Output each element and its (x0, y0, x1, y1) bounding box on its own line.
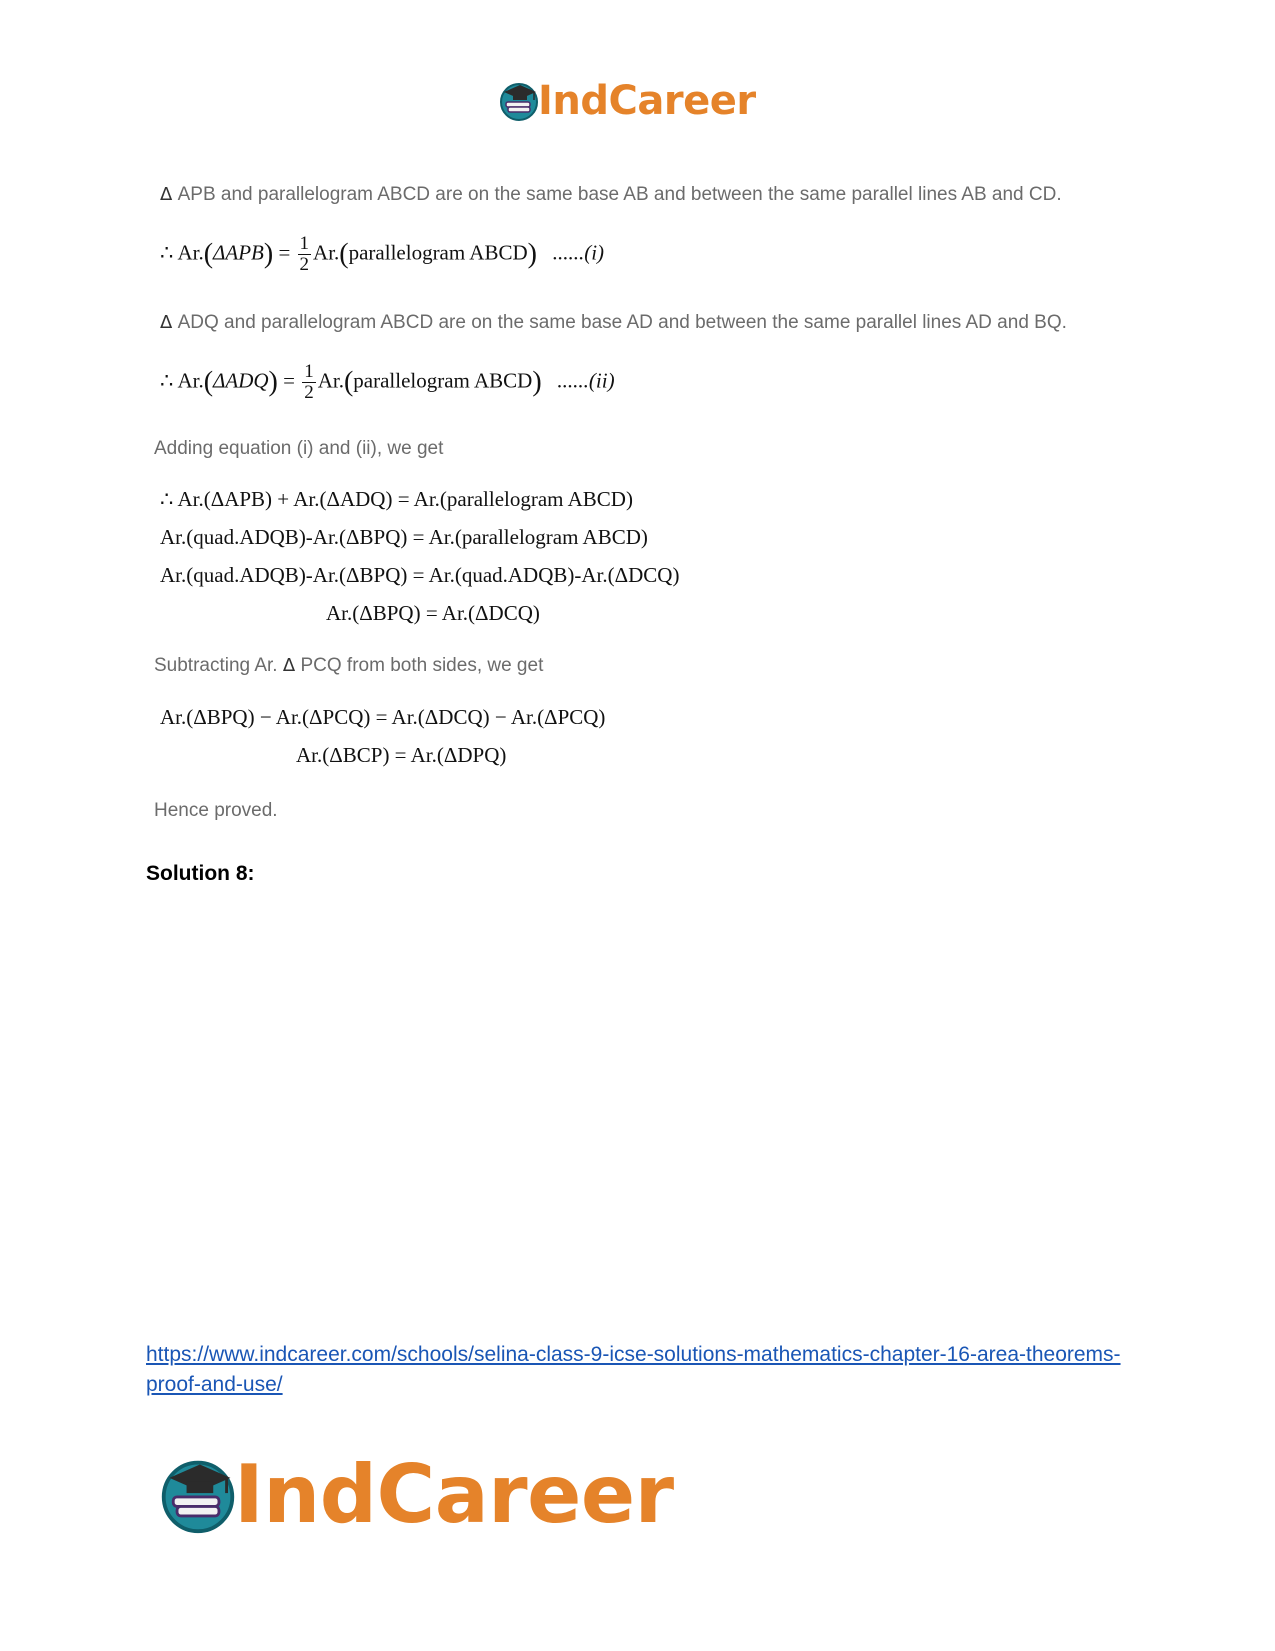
equation-block-1 (160, 480, 679, 632)
therefore-symbol: ∴ (160, 368, 174, 393)
equation-line: Ar.(ΔBCP) = Ar.(ΔDPQ) (296, 743, 507, 767)
brand-name: IndCareer (538, 78, 756, 124)
area-label: Ar. (313, 240, 340, 265)
area-label: Ar. (177, 368, 204, 393)
parallelogram-term: parallelogram ABCD (353, 368, 533, 393)
paragraph-text: Subtracting Ar. (154, 655, 278, 676)
equation-line: Ar.(quad.ADQB)-Ar.(ΔBPQ) = Ar.(quad.ADQB)-Ar.(ΔDCQ) (160, 563, 680, 587)
footer-url-link[interactable]: https://www.indcareer.com/schools/selina-class-9-icse-solutions-mathematics-chapter-16-area-theorems-proof-and-use/ (146, 1343, 1121, 1396)
graduation-cap-books-globe-icon (498, 80, 540, 122)
solution-heading: Solution 8: (146, 862, 255, 885)
graduation-cap-books-globe-icon (158, 1455, 238, 1535)
paragraph-2 (160, 312, 1067, 334)
equation-block-2 (160, 698, 605, 774)
paragraph-3: Adding equation (i) and (ii), we get (154, 438, 444, 459)
paragraph-4 (154, 655, 543, 677)
equation-line: Ar.(ΔBPQ) = Ar.(ΔDCQ) (326, 601, 540, 625)
equation-1: ∴ Ar.(ΔAPB) = $\frac{1}{2}$ Ar.(parallelogram ABCD) ......(i) (160, 233, 605, 275)
equation-line: ∴ Ar.(ΔAPB) + Ar.(ΔADQ) = Ar.(parallelogram ABCD) (160, 487, 633, 511)
triangle-symbol: Δ (282, 655, 296, 676)
therefore-symbol: ∴ (160, 240, 174, 265)
paragraph-text: ADQ and parallelogram ABCD are on the same base AD and between the same parallel lines AD and BQ. (177, 312, 1067, 333)
triangle-symbol: Δ (160, 312, 173, 333)
footer-logo (158, 1448, 674, 1541)
triangle-symbol: Δ (160, 184, 173, 205)
area-label: Ar. (177, 240, 204, 265)
equation-2: ∴ Ar.(ΔADQ) = $\frac{1}{2}$ Ar.(parallelogram ABCD) ......(ii) (160, 361, 615, 403)
equation-line: Ar.(quad.ADQB)-Ar.(ΔBPQ) = Ar.(parallelogram ABCD) (160, 525, 648, 549)
equation-tag: ......(i) (552, 240, 605, 265)
paragraph-5: Hence proved. (154, 800, 278, 821)
header-logo (498, 78, 756, 124)
equation-tag: ......(ii) (557, 368, 615, 393)
parallelogram-term: parallelogram ABCD (348, 240, 528, 265)
equals-sign: = (283, 368, 295, 393)
triangle-term: ΔAPB (213, 240, 264, 265)
brand-name: IndCareer (234, 1448, 674, 1541)
equals-sign: = (278, 240, 291, 265)
paragraph-text: APB and parallelogram ABCD are on the same base AB and between the same parallel lines AB and CD. (177, 184, 1062, 205)
fraction-half: $\frac{1}{2}$ (299, 233, 310, 275)
area-label: Ar. (317, 368, 344, 393)
triangle-term: ΔADQ (213, 368, 269, 393)
paragraph-1 (160, 184, 1062, 206)
fraction-half: $\frac{1}{2}$ (304, 361, 314, 403)
paragraph-text: PCQ from both sides, we get (300, 655, 544, 676)
equation-line: Ar.(ΔBPQ) − Ar.(ΔPCQ) = Ar.(ΔDCQ) − Ar.(ΔPCQ) (160, 705, 606, 729)
